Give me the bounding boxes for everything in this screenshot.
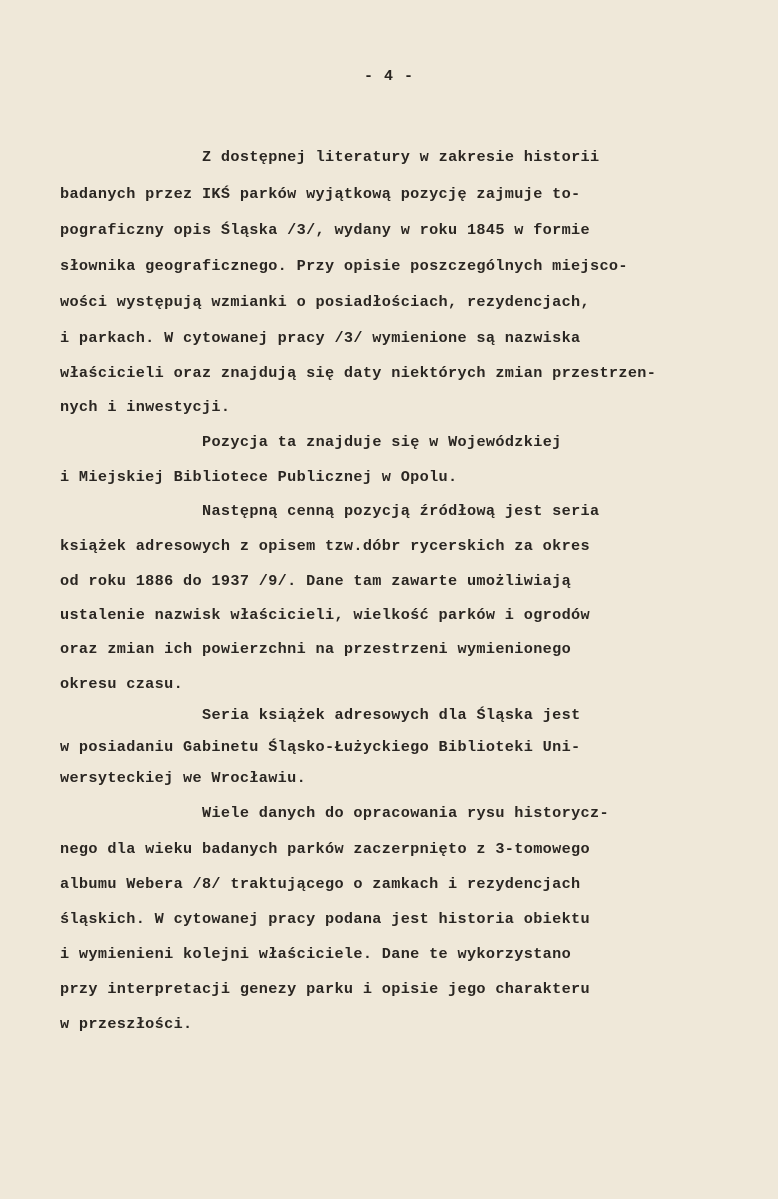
- text-line: badanych przez IKŚ parków wyjątkową pozycję zajmuje to-: [60, 185, 581, 203]
- text-line: w posiadaniu Gabinetu Śląsko-Łużyckiego Biblioteki Uni-: [60, 738, 581, 756]
- text-line: i wymienieni kolejni właściciele. Dane te wykorzystano: [60, 945, 572, 963]
- text-line: nego dla wieku badanych parków zaczerpnięto z 3-tomowego: [60, 840, 590, 858]
- text-line: Wiele danych do opracowania rysu historycz-: [202, 804, 609, 822]
- text-line: i Miejskiej Bibliotece Publicznej w Opolu.: [60, 468, 458, 486]
- text-line: wości występują wzmianki o posiadłościach, rezydencjach,: [60, 293, 590, 311]
- text-line: książek adresowych z opisem tzw.dóbr rycerskich za okres: [60, 537, 590, 555]
- text-line: albumu Webera /8/ traktującego o zamkach i rezydencjach: [60, 875, 581, 893]
- text-line: Pozycja ta znajduje się w Wojewódzkiej: [202, 433, 562, 451]
- text-line: ustalenie nazwisk właścicieli, wielkość parków i ogrodów: [60, 606, 590, 624]
- text-line: oraz zmian ich powierzchni na przestrzeni wymienionego: [60, 640, 572, 658]
- text-line: okresu czasu.: [60, 675, 184, 693]
- text-line: wersyteckiej we Wrocławiu.: [60, 769, 307, 787]
- text-line: w przeszłości.: [60, 1015, 193, 1033]
- text-line: i parkach. W cytowanej pracy /3/ wymienione są nazwiska: [60, 329, 581, 347]
- text-line: Z dostępnej literatury w zakresie historii: [202, 148, 600, 166]
- text-line: słownika geograficznego. Przy opisie poszczególnych miejsco-: [60, 257, 628, 275]
- text-line: przy interpretacji genezy parku i opisie jego charakteru: [60, 980, 590, 998]
- text-line: właścicieli oraz znajdują się daty niektórych zmian przestrzen-: [60, 364, 657, 382]
- page-number: - 4 -: [363, 68, 414, 85]
- text-line: Następną cenną pozycją źródłową jest seria: [202, 502, 600, 520]
- text-line: śląskich. W cytowanej pracy podana jest historia obiektu: [60, 910, 590, 928]
- text-line: nych i inwestycji.: [60, 398, 231, 416]
- text-line: Seria książek adresowych dla Śląska jest: [202, 706, 581, 724]
- text-line: pograficzny opis Śląska /3/, wydany w roku 1845 w formie: [60, 221, 590, 239]
- text-line: od roku 1886 do 1937 /9/. Dane tam zawarte umożliwiają: [60, 572, 572, 590]
